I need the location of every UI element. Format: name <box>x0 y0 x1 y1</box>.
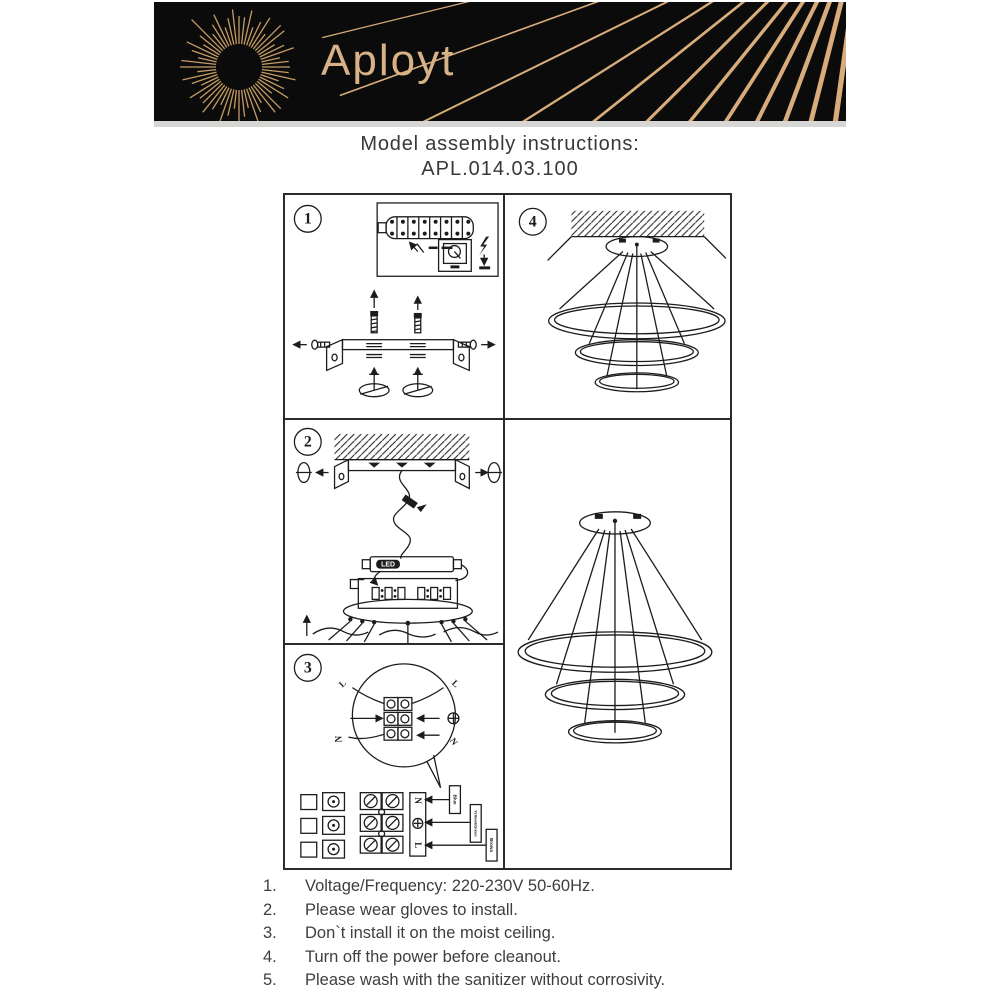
ground-symbol-icon <box>413 818 423 828</box>
page-title: Model assembly instructions: <box>360 133 640 155</box>
model-number: APL.014.03.100 <box>421 158 579 180</box>
item-number: 4. <box>263 947 277 966</box>
item-number: 2. <box>263 900 277 919</box>
terminal-block-side-view <box>301 793 345 858</box>
sunburst-logo-icon <box>154 2 846 121</box>
power-off-icon <box>479 237 490 270</box>
brand-name: Aployt <box>321 36 456 85</box>
list-item <box>263 946 665 970</box>
wire-n-label: N <box>333 735 344 743</box>
bracket-on-ceiling <box>296 460 502 489</box>
panel-step-3 <box>285 645 505 868</box>
terminal-rows <box>384 698 412 741</box>
led-driver <box>362 557 467 585</box>
ceiling-hatch <box>335 434 470 460</box>
step3-wiring-drawing <box>285 645 503 868</box>
finished-fixture-drawing <box>505 420 730 868</box>
wire-n-label: N <box>447 735 460 747</box>
strip-l-label: L <box>412 842 423 849</box>
list-item <box>263 922 665 946</box>
assembly-diagram-grid <box>283 193 732 870</box>
item-number: 1. <box>263 877 277 895</box>
zoom-bubble <box>333 664 461 788</box>
step-number: 4 <box>528 213 537 231</box>
terminal-pattern-icon <box>418 587 451 599</box>
step4-hanging-drawing <box>505 195 730 418</box>
mounting-bracket-drawing <box>294 291 494 397</box>
panel-step-4 <box>505 195 730 420</box>
list-item <box>263 969 665 993</box>
strip-n-label: N <box>412 797 423 804</box>
chandelier-drawing <box>549 237 725 392</box>
side-screw-icon <box>294 340 330 349</box>
item-text: Turn off the power before cleanout. <box>305 947 561 966</box>
supply-wire <box>393 471 426 559</box>
list-item <box>263 899 665 923</box>
item-text: Voltage/Frequency: 220-230V 50-60Hz. <box>305 877 595 895</box>
terminal-block-top-view <box>360 793 403 853</box>
step-number: 1 <box>303 210 312 228</box>
item-text: Don`t install it on the moist ceiling. <box>305 924 556 943</box>
list-item <box>263 875 665 899</box>
led-label: LED <box>381 561 395 569</box>
wire-l-label: L <box>336 677 348 690</box>
wire-color-label: Brown <box>489 838 495 853</box>
toggle-anchor-icon <box>403 368 433 396</box>
ground-symbol-icon <box>448 713 459 724</box>
anchor-screw-icon <box>414 297 422 333</box>
step2-canopy-drawing <box>285 420 503 643</box>
panel-finished-fixture <box>505 420 730 868</box>
canopy-body <box>307 579 498 643</box>
step-number: 2 <box>303 433 312 451</box>
panel-step-1 <box>285 195 505 420</box>
power-off-inset <box>377 203 498 276</box>
nl-strip <box>410 793 426 856</box>
switch-box-icon <box>439 240 472 272</box>
anchor-screw-icon <box>370 291 378 333</box>
step-number: 3 <box>303 659 312 677</box>
wire-color-callouts <box>426 786 497 861</box>
step1-hardware-drawing <box>285 195 503 418</box>
chandelier-drawing <box>518 512 712 743</box>
safety-instructions-list <box>263 875 665 993</box>
item-number: 5. <box>263 971 277 990</box>
wire-l-label: L <box>449 677 462 690</box>
item-text: Please wash with the sanitizer without corrosivity. <box>305 971 666 990</box>
item-text: Please wear gloves to install. <box>305 900 518 919</box>
panel-step-2 <box>285 420 505 645</box>
wire-color-label: Blue <box>452 794 458 805</box>
terminal-pattern-icon <box>372 587 405 599</box>
brand-banner <box>154 2 846 127</box>
item-number: 3. <box>263 924 277 943</box>
wire-color-label: Yellow&Green <box>473 810 479 837</box>
toggle-anchor-icon <box>359 368 389 396</box>
